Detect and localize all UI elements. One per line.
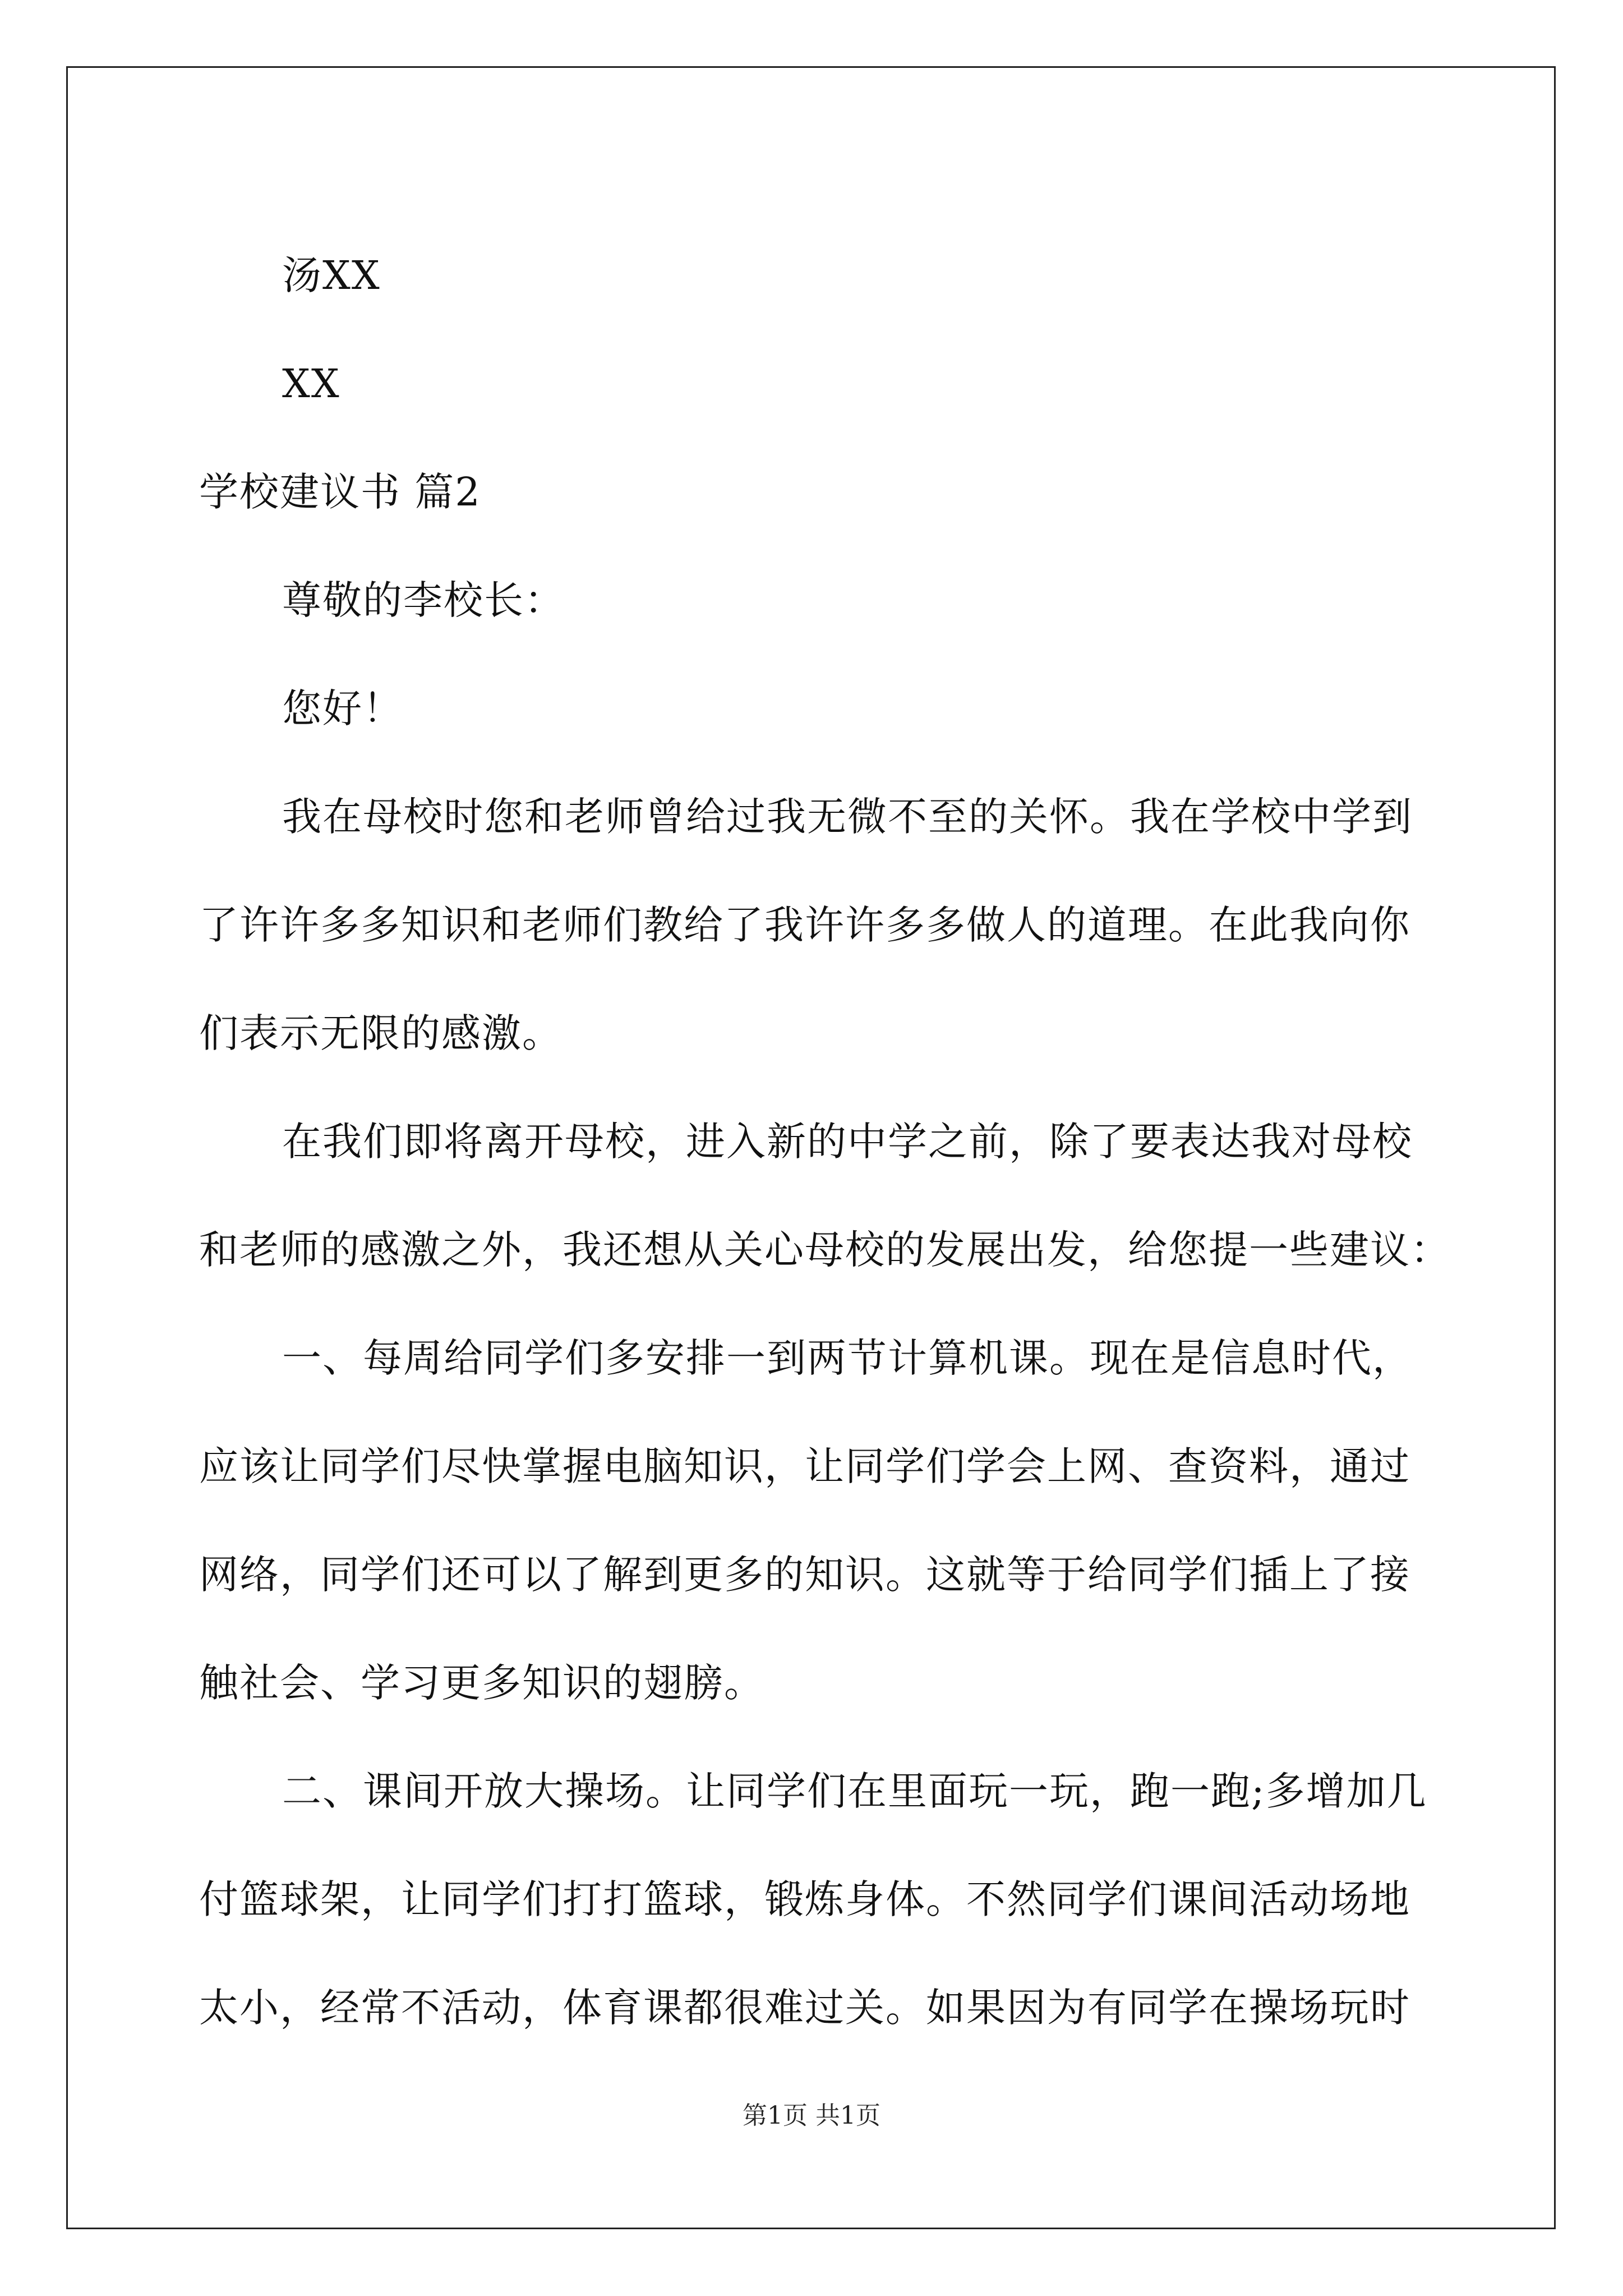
paragraph-line: 应该让同学们尽快掌握电脑知识，让同学们学会上网、查资料，通过 [199, 1443, 1410, 1489]
paragraph-line: 触社会、学习更多知识的翅膀。 [199, 1660, 764, 1706]
page-footer: 第1页 共1页 [743, 2101, 880, 2130]
salutation: 尊敬的李校长： [282, 577, 565, 623]
greeting: 您好！ [282, 685, 403, 731]
paragraph-line: 太小，经常不活动，体育课都很难过关。如果因为有同学在操场玩时 [199, 1985, 1410, 2031]
signature-date: XX [282, 361, 340, 407]
paragraph-line: 们表示无限的感激。 [199, 1010, 562, 1056]
paragraph-line: 了许许多多知识和老师们教给了我许许多多做人的道理。在此我向你 [199, 902, 1410, 948]
paragraph-line: 网络，同学们还可以了解到更多的知识。这就等于给同学们插上了接 [199, 1552, 1410, 1598]
document-body [199, 222, 1450, 2062]
paragraph-line: 在我们即将离开母校，进入新的中学之前，除了要表达我对母校 [282, 1119, 1413, 1165]
paragraph-line: 和老师的感激之外，我还想从关心母校的发展出发，给您提一些建议： [199, 1227, 1451, 1273]
paragraph-line: 付篮球架，让同学们打打篮球，锻炼身体。不然同学们课间活动场地 [199, 1876, 1410, 1922]
paragraph-line: 一、每周给同学们多安排一到两节计算机课。现在是信息时代， [282, 1335, 1413, 1381]
paragraph-line: 我在母校时您和老师曾给过我无微不至的关怀。我在学校中学到 [282, 794, 1413, 840]
signature-name: 汤XX [282, 252, 381, 298]
section-heading: 学校建议书 篇2 [199, 469, 481, 515]
paragraph-line: 二、课间开放大操场。让同学们在里面玩一玩，跑一跑;多增加几 [282, 1768, 1427, 1814]
